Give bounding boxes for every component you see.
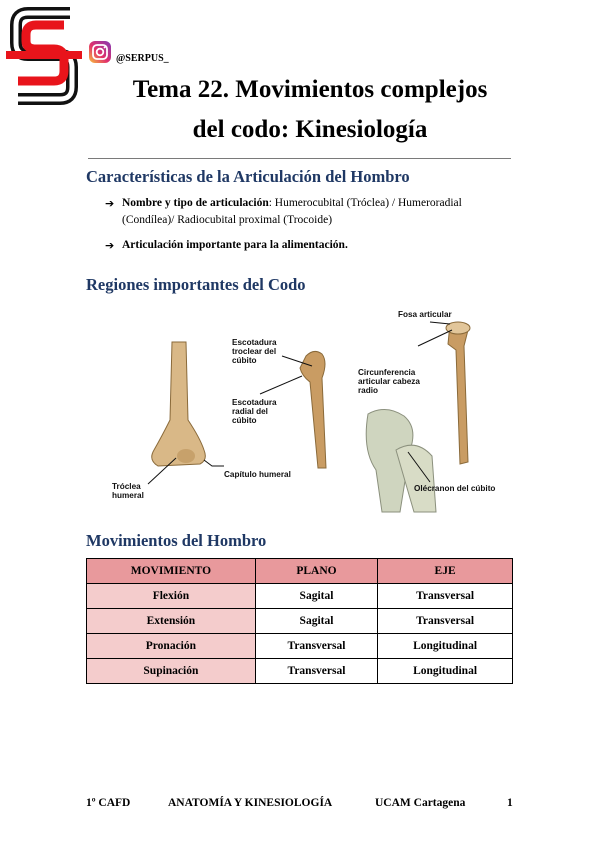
column-header-eje: EJE — [378, 559, 513, 584]
page-title — [90, 70, 530, 150]
label-line: humeral — [112, 491, 144, 500]
label-olecranon: Olécranon del cúbito — [414, 484, 496, 493]
instagram-handle: @SERPUS_ — [116, 53, 169, 64]
label-escotadura-troclear — [232, 338, 277, 365]
cell-movimiento: Pronación — [87, 634, 256, 659]
bullet-alimentacion — [105, 237, 505, 254]
label-line: Circunferencia — [358, 368, 416, 377]
page-number: 1 — [507, 797, 513, 809]
title-line-1: Tema 22. Movimientos complejos — [132, 76, 488, 103]
cell-movimiento: Extensión — [87, 609, 256, 634]
cell-plano: Transversal — [255, 659, 377, 684]
arrow-icon: ➔ — [105, 197, 115, 210]
bullet-text: : Humerocubital (Tróclea) / Humeroradial (Condílea)/ Radiocubital proximal (Trocoide) — [122, 197, 462, 226]
footer-course: 1º CAFD — [86, 797, 131, 809]
label-fosa-articular: Fosa articular — [398, 310, 452, 319]
footer-university: UCAM Cartagena — [375, 797, 466, 809]
title-divider — [88, 158, 511, 159]
footer-subject: ANATOMÍA Y KINESIOLOGÍA — [168, 797, 333, 809]
label-escotadura-radial — [232, 398, 277, 425]
label-line: Escotadura — [232, 338, 277, 347]
table-row — [87, 634, 513, 659]
cell-plano: Transversal — [255, 634, 377, 659]
arrow-icon: ➔ — [105, 239, 115, 252]
column-header-plano: PLANO — [255, 559, 377, 584]
elbow-anatomy-figure — [100, 300, 520, 522]
serpus-logo — [6, 5, 82, 107]
label-line: troclear del — [232, 347, 277, 356]
column-header-movimiento: MOVIMIENTO — [87, 559, 256, 584]
bullet-bold-label: Nombre y tipo de articulación — [122, 197, 269, 209]
cell-movimiento: Flexión — [87, 584, 256, 609]
label-line: Tróclea — [112, 482, 141, 491]
table-header-row — [87, 559, 513, 584]
bullet-nombre-tipo — [105, 195, 505, 229]
cell-plano: Sagital — [255, 584, 377, 609]
instagram-icon — [88, 40, 112, 64]
label-troclea-humeral — [112, 482, 144, 500]
table-row — [87, 609, 513, 634]
cell-eje: Longitudinal — [378, 659, 513, 684]
label-line: radio — [358, 386, 379, 395]
table-row — [87, 659, 513, 684]
cell-eje: Transversal — [378, 584, 513, 609]
section-heading-movimientos: Movimientos del Hombro — [86, 531, 267, 550]
bullet-text: Articulación importante para la alimentación. — [122, 239, 348, 251]
label-line: radial del — [232, 407, 268, 416]
label-line: articular cabeza — [358, 377, 420, 386]
cell-movimiento: Supinación — [87, 659, 256, 684]
section-heading-caracteristicas: Características de la Articulación del Hombro — [86, 167, 410, 186]
cell-eje: Transversal — [378, 609, 513, 634]
movements-table — [86, 558, 513, 684]
table-row — [87, 584, 513, 609]
label-line: cúbito — [232, 416, 257, 425]
label-circunferencia-articular — [358, 368, 420, 395]
cell-plano: Sagital — [255, 609, 377, 634]
title-line-2: del codo: Kinesiología — [192, 116, 428, 143]
label-line: cúbito — [232, 356, 257, 365]
label-capitulo-humeral: Capítulo humeral — [224, 470, 291, 479]
section-heading-regiones: Regiones importantes del Codo — [86, 275, 306, 294]
cell-eje: Longitudinal — [378, 634, 513, 659]
label-line: Escotadura — [232, 398, 277, 407]
